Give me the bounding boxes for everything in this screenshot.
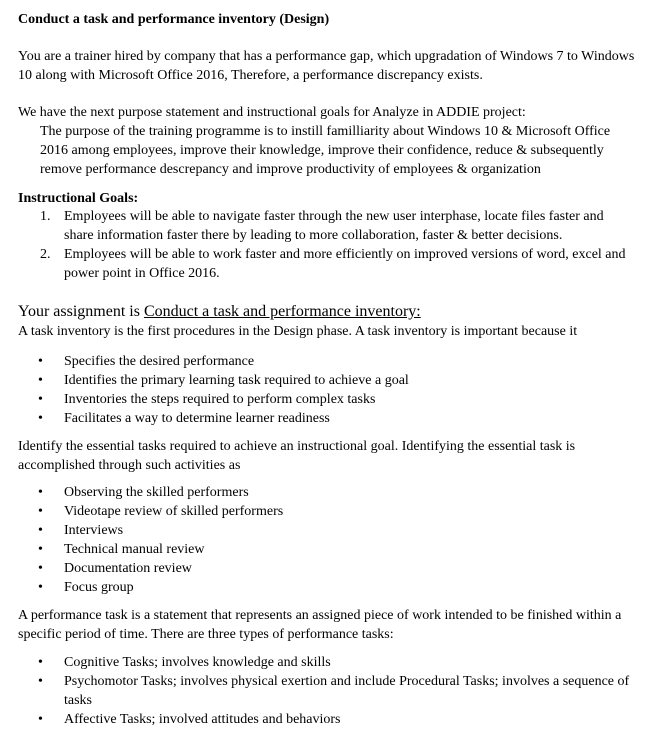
list-item-text: Facilitates a way to determine learner readiness (64, 411, 330, 426)
assignment-heading (18, 302, 421, 321)
list-item (18, 390, 630, 409)
list-item-text: Identifies the primary learning task required to achieve a goal (64, 373, 409, 388)
bullet-icon: • (38, 392, 43, 407)
assignment-prefix: Your assignment is (18, 303, 144, 320)
list-item (18, 409, 630, 428)
activities-list (18, 483, 630, 597)
bullet-icon: • (38, 655, 43, 670)
goal-number: 1. (40, 209, 51, 224)
list-item-text: Interviews (64, 523, 124, 538)
list-item-text: Documentation review (64, 561, 192, 576)
list-item-text: Focus group (64, 580, 134, 595)
performance-task-intro: A performance task is a statement that represents an assigned piece of work intended to be finished within a specific period of time. There are three types of performance tasks: (18, 608, 622, 642)
list-item (18, 521, 630, 540)
task-types-list (18, 653, 630, 729)
bullet-icon: • (38, 542, 43, 557)
list-item (18, 578, 630, 597)
list-item-text: Technical manual review (64, 542, 205, 557)
essential-tasks-intro: Identify the essential tasks required to achieve an instructional goal. Identifying the essential task is accomplished through such activities as (18, 439, 576, 473)
task-inventory-list (18, 352, 630, 428)
bullet-icon: • (38, 674, 43, 689)
goal-number: 2. (40, 247, 51, 262)
bullet-icon: • (38, 712, 43, 727)
bullet-icon: • (38, 373, 43, 388)
purpose-statement: The purpose of the training programme is to instill familliarity about Windows 10 & Microsoft Office 2016 among employees, improve their knowledge, improve their confidence, reduce & subsequently remove performance descrepancy and improve productivity of employees & organization (40, 124, 611, 177)
document-title: Conduct a task and performance inventory (Design) (18, 12, 330, 27)
goal-text: Employees will be able to work faster and more efficiently on improved versions of word, excel and power point in Office 2016. (64, 247, 626, 281)
bullet-icon: • (38, 580, 43, 595)
assignment-link: Conduct a task and performance inventory: (143, 303, 421, 320)
goal-text: Employees will be able to navigate faster through the new user interphase, locate files faster and share information faster there by leading to more collaboration, faster & better decisions. (64, 209, 604, 243)
list-item (18, 371, 630, 390)
list-item-text: Videotape review of skilled performers (64, 504, 284, 519)
list-item (18, 483, 630, 502)
bullet-icon: • (38, 504, 43, 519)
bullet-icon: • (38, 561, 43, 576)
list-item-text: Cognitive Tasks; involves knowledge and skills (64, 655, 331, 670)
bullet-icon: • (38, 354, 43, 369)
list-item (18, 559, 630, 578)
bullet-icon: • (38, 485, 43, 500)
goals-list (18, 207, 630, 283)
goal-item (18, 207, 630, 245)
purpose-intro: We have the next purpose statement and instructional goals for Analyze in ADDIE project: (18, 105, 526, 120)
list-item-text: Psychomotor Tasks; involves physical exertion and include Procedural Tasks; involves a sequence of tasks (64, 674, 630, 708)
list-item (18, 540, 630, 559)
list-item (18, 352, 630, 371)
list-item-text: Specifies the desired performance (64, 354, 255, 369)
list-item (18, 672, 630, 710)
task-inventory-intro: A task inventory is the first procedures in the Design phase. A task inventory is important because it (18, 324, 578, 339)
list-item-text: Observing the skilled performers (64, 485, 249, 500)
bullet-icon: • (38, 411, 43, 426)
intro-paragraph: You are a trainer hired by company that has a performance gap, which upgradation of Windows 7 to Windows 10 along with Microsoft Office 2016, Therefore, a performance discrepancy exists. (18, 49, 635, 83)
list-item-text: Affective Tasks; involved attitudes and behaviors (64, 712, 341, 727)
bullet-icon: • (38, 523, 43, 538)
list-item (18, 502, 630, 521)
goals-heading: Instructional Goals: (18, 191, 139, 206)
goal-item (18, 245, 630, 283)
list-item-text: Inventories the steps required to perform complex tasks (64, 392, 376, 407)
list-item (18, 710, 630, 729)
list-item (18, 653, 630, 672)
